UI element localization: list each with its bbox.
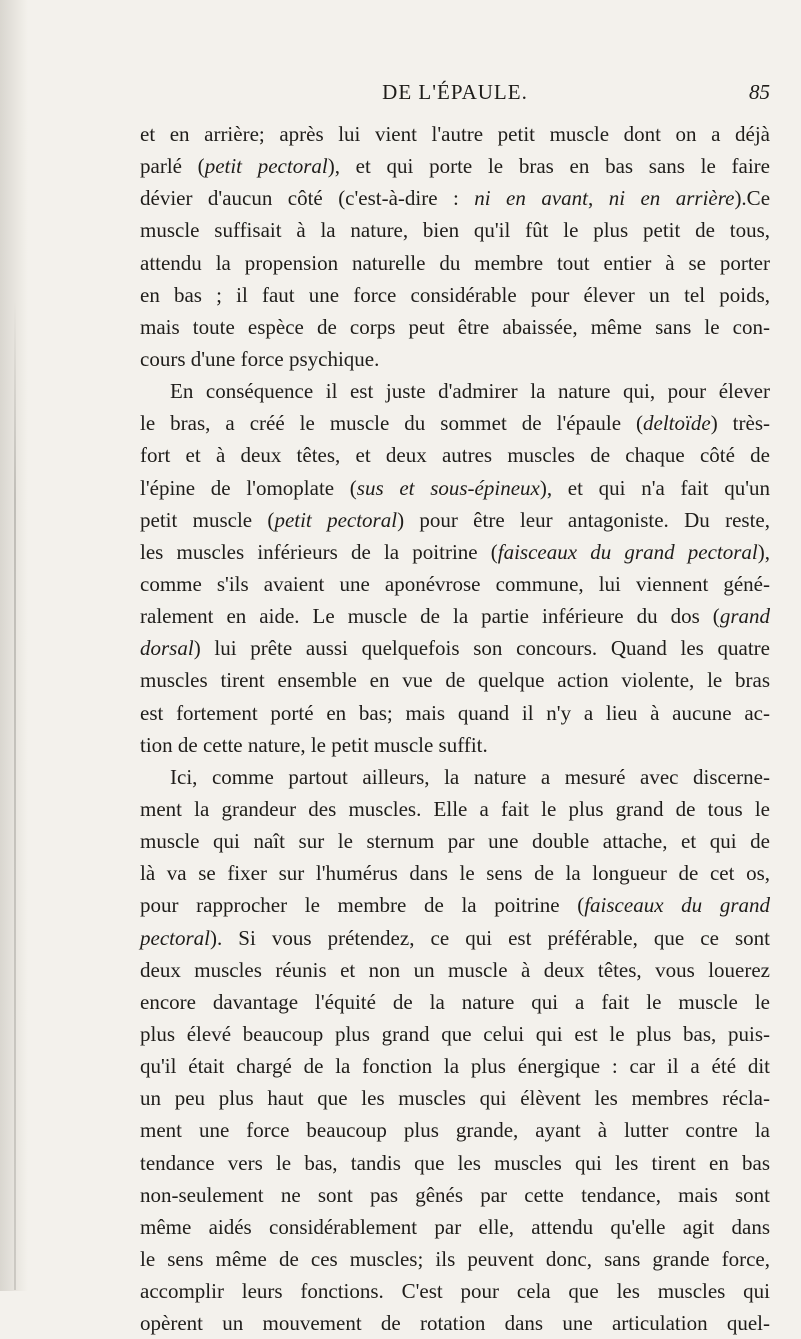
text-segment: dévier d'aucun côté (c'est-à-dire :	[140, 186, 475, 211]
text-segment: ,	[587, 186, 609, 211]
text-segment: plus élevé beaucoup plus grand que celui qui est le plus bas, puis-	[140, 1021, 770, 1046]
text-line	[140, 375, 770, 407]
text-segment: les muscles inférieurs de la poitrine (	[140, 539, 498, 564]
text-segment: opèrent un mouvement de rotation dans une articulation quel-	[140, 1311, 770, 1336]
text-line	[140, 1307, 770, 1339]
text-segment: deux muscles réunis et non un muscle à deux têtes, vous louerez	[140, 957, 770, 982]
text-segment: parlé (	[140, 154, 205, 179]
text-line	[140, 407, 770, 439]
text-segment: là va se fixer sur l'humérus dans le sens de la longueur de cet os,	[140, 861, 770, 886]
italic-term: petit pectoral	[274, 507, 398, 532]
text-segment: un peu plus haut que les muscles qui élèvent les membres récla-	[140, 1086, 770, 1111]
italic-term: dorsal	[140, 636, 194, 661]
text-segment: accomplir leurs fonctions. C'est pour cela que les muscles qui	[140, 1279, 770, 1304]
text-segment: ralement en aide. Le muscle de la partie inférieure du dos (	[140, 604, 720, 629]
text-line	[140, 279, 770, 311]
text-line	[140, 311, 770, 343]
text-line	[140, 889, 770, 921]
text-line	[140, 986, 770, 1018]
text-segment: est fortement porté en bas; mais quand il n'y a lieu à aucune ac-	[140, 700, 770, 725]
text-line	[140, 697, 770, 729]
text-line	[140, 1211, 770, 1243]
italic-term: ni en avant	[474, 186, 588, 211]
text-line	[140, 729, 770, 761]
text-line	[140, 1114, 770, 1146]
text-segment: ) très-	[710, 411, 770, 436]
text-line	[140, 632, 770, 664]
text-segment: fort et à deux têtes, et deux autres muscles de chaque côté de	[140, 443, 770, 468]
text-segment: pour rapprocher le membre de la poitrine (	[140, 893, 585, 918]
text-segment: ), et qui n'a fait qu'un	[539, 475, 771, 500]
text-line	[140, 664, 770, 696]
text-segment: ),	[757, 539, 770, 564]
text-segment: qu'il était chargé de la fonction la plus énergique : car il a été dit	[140, 1054, 770, 1079]
text-segment: ment une force beaucoup plus grande, ayant à lutter contre la	[140, 1118, 770, 1143]
text-segment: En conséquence il est juste d'admirer la nature qui, pour élever	[170, 379, 770, 404]
text-line	[140, 214, 770, 246]
italic-term: sus et sous-épineux	[356, 475, 540, 500]
text-line	[140, 1082, 770, 1114]
text-segment: le sens même de ces muscles; ils peuvent donc, sans grande force,	[140, 1246, 770, 1271]
text-line	[140, 472, 770, 504]
text-segment: tion de cette nature, le petit muscle suffit.	[140, 732, 488, 757]
text-line	[140, 118, 770, 150]
page-header	[140, 80, 770, 110]
text-segment: ), et qui porte le bras en bas sans le faire	[327, 154, 771, 179]
text-segment: comme s'ils avaient une aponévrose commune, lui viennent géné-	[140, 571, 770, 596]
text-segment: non-seulement ne sont pas gênés par cette tendance, mais sont	[140, 1182, 770, 1207]
text-line	[140, 600, 770, 632]
text-segment: ). Si vous prétendez, ce qui est préférable, que ce sont	[209, 925, 770, 950]
text-segment: attendu la propension naturelle du membre tout entier à se porter	[140, 250, 770, 275]
text-segment: ) pour être leur antagoniste. Du reste,	[397, 507, 770, 532]
text-segment: même aidés considérablement par elle, attendu qu'elle agit dans	[140, 1214, 770, 1239]
italic-term: deltoïde	[643, 411, 711, 436]
binding-line	[14, 300, 16, 1290]
italic-term: ni en arrière	[608, 186, 735, 211]
text-segment: Ici, comme partout ailleurs, la nature a mesuré avec discerne-	[170, 764, 770, 789]
italic-term: grand	[719, 604, 770, 629]
text-segment: mais toute espèce de corps peut être abaissée, même sans le con-	[140, 314, 770, 339]
italic-term: faisceaux du grand pectoral	[497, 539, 758, 564]
body-text	[140, 118, 770, 1339]
text-line	[140, 568, 770, 600]
text-line	[140, 825, 770, 857]
text-segment: le bras, a créé le muscle du sommet de l'épaule (	[140, 411, 644, 436]
text-segment: tendance vers le bas, tandis que les muscles qui les tirent en bas	[140, 1150, 770, 1175]
text-segment: muscle qui naît sur le sternum par une double attache, et qui de	[140, 829, 770, 854]
text-segment: muscles tirent ensemble en vue de quelque action violente, le bras	[140, 668, 770, 693]
text-line	[140, 922, 770, 954]
text-segment: ment la grandeur des muscles. Elle a fait le plus grand de tous le	[140, 796, 770, 821]
text-line	[140, 1275, 770, 1307]
text-segment: et en arrière; après lui vient l'autre petit muscle dont on a déjà	[140, 122, 770, 146]
italic-term: petit pectoral	[204, 154, 328, 179]
text-line	[140, 857, 770, 889]
text-line	[140, 247, 770, 279]
text-segment: ).Ce	[734, 186, 771, 211]
text-line	[140, 793, 770, 825]
text-line	[140, 1179, 770, 1211]
italic-term: pectoral	[140, 925, 210, 950]
text-line	[140, 343, 770, 375]
text-line	[140, 504, 770, 536]
page-number: 85	[749, 80, 770, 104]
text-line	[140, 1243, 770, 1275]
italic-term: faisceaux du grand	[584, 893, 770, 918]
text-segment: ) lui prête aussi quelquefois son concours. Quand les quatre	[193, 636, 770, 661]
text-line	[140, 1147, 770, 1179]
text-segment: muscle suffisait à la nature, bien qu'il fût le plus petit de tous,	[140, 218, 770, 243]
text-segment: l'épine de l'omoplate (	[140, 475, 357, 500]
text-segment: encore davantage l'équité de la nature qui a fait le muscle le	[140, 989, 770, 1014]
text-line	[140, 182, 770, 214]
text-line	[140, 536, 770, 568]
text-segment: cours d'une force psychique.	[140, 346, 380, 371]
text-line	[140, 954, 770, 986]
text-segment: en bas ; il faut une force considérable pour élever un tel poids,	[140, 282, 770, 307]
text-line	[140, 150, 770, 182]
text-line	[140, 439, 770, 471]
text-line	[140, 761, 770, 793]
text-line	[140, 1018, 770, 1050]
text-line	[140, 1050, 770, 1082]
text-segment: petit muscle (	[140, 507, 275, 532]
running-title: DE L'ÉPAULE.	[382, 80, 528, 104]
